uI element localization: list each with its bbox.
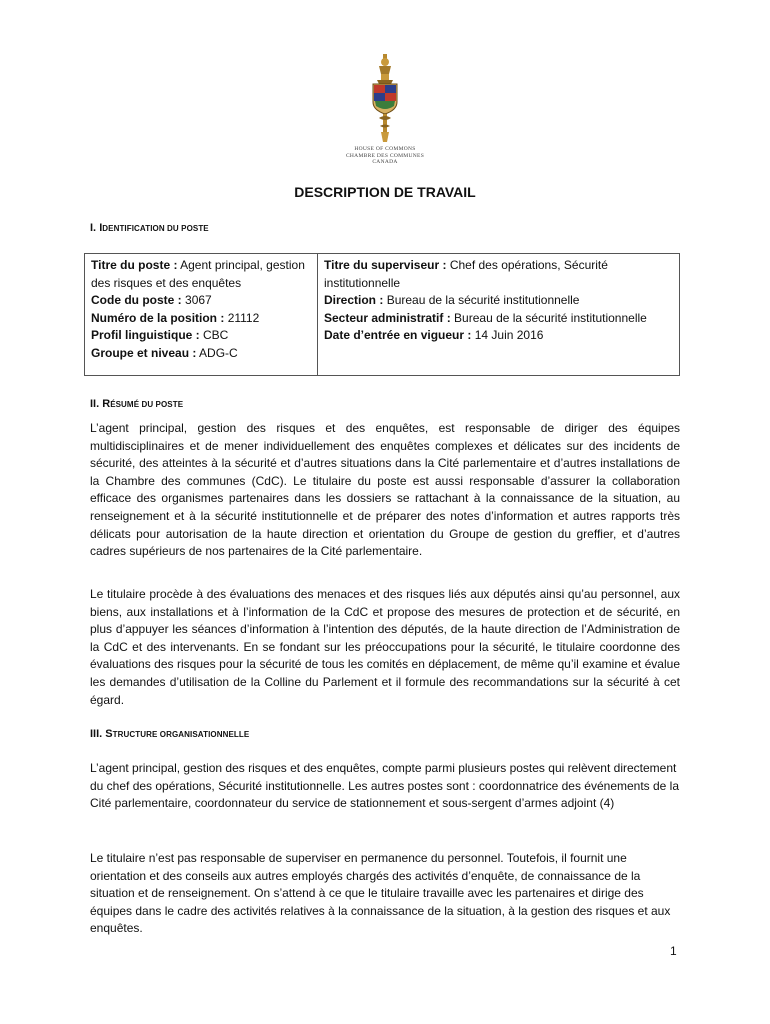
field-position-code: Code du poste : 3067 (91, 293, 212, 307)
section-label: ÉSUMÉ DU POSTE (110, 400, 184, 409)
section-number: II. (90, 398, 100, 410)
field-position-title: Titre du poste : Agent principal, gestion des risques et des enquêtes (91, 258, 305, 290)
supervisor-details-cell (318, 254, 680, 376)
section-label: TRUCTURE ORGANISATIONNELLE (112, 730, 250, 739)
section-number: I. (90, 222, 97, 234)
institution-line-country: CANADA (372, 159, 398, 165)
field-effective-date: Date d’entrée en vigueur : 14 Juin 2016 (324, 328, 544, 342)
field-administrative-sector: Secteur administratif : Bureau de la sécurité institutionnelle (324, 310, 647, 325)
structure-paragraph-1: L’agent principal, gestion des risques et des enquêtes, compte parmi plusieurs postes qui relèvent directement du chef des opérations, Sécurité institutionnelle. Les autres postes sont : coordonnatrice des événements de la Cité parlementaire, coordonnateur du service de stationnement et sous-sergent d’armes adjoint (4) (90, 761, 680, 811)
field-directorate: Direction : Bureau de la sécurité institutionnelle (324, 293, 580, 307)
summary-paragraph-2: Le titulaire procède à des évaluations des menaces et des risques liés aux députés ainsi qu’au personnel, aux biens, aux installations et à l’information de la CdC et propose des mesures de protection et de sécurité, en plus d’appuyer les séances d’information à l’intention des députés, de la haute direction de l’Administration de la CdC et des intervenants. En se fondant sur les préoccupations pour la sécurité, le titulaire coordonne des évaluations des risques pour la sécurité de tous les comités en déplacement, de même qu’il examine et évalue les demandes d’utilisation de la Colline du Parlement et il formule des recommandations sur la sécurité à cet égard. (90, 587, 680, 707)
section-heading-identification (90, 222, 209, 234)
field-position-number: Numéro de la position : 21112 (91, 310, 260, 325)
document-title: DESCRIPTION DE TRAVAIL (294, 184, 476, 200)
section-heading-structure (90, 728, 249, 740)
institution-line-fr: CHAMBRE DES COMMUNES (345, 152, 425, 159)
position-details-cell (85, 254, 318, 376)
summary-paragraph-1: L’agent principal, gestion des risques et des enquêtes, est responsable de diriger des équipes multidisciplinaires et de mener individuellement des enquêtes complexes et délicates sur des incidents de sécurité, des atteintes à la sécurité et d’autres situations dans la Cité parlementaire et d’autres installations de la Chambre des communes (CdC). Le titulaire du poste est aussi responsable d’assurer la collaboration efficace des organismes partenaires dans les dossiers se rattachant à la connaissance de la situation, au renseignement et à la sécurité institutionnelle et de préparer des notes d’information et autres rapports très délicats pour autorisation de la haute direction et orientation du Groupe de gestion du greffier, et d’autres cadres supérieurs de nos partenaires de la Cité parlementaire. (90, 421, 680, 559)
structure-paragraph-2: Le titulaire n’est pas responsable de superviser en permanence du personnel. Toutefois, il fournit une orientation et des conseils aux autres employés chargés des activités d’enquête, de connaissance de la situation et de renseignement. On s’attend à ce que le titulaire travaille avec les partenaires et dirige des équipes dans le cadre des activités relatives à la connaissance de la situation, à la gestion des risques et aux enquêtes. (90, 851, 671, 936)
section-initial: I (99, 222, 103, 234)
institution-line-en: HOUSE OF COMMONS (354, 146, 416, 152)
field-language-profile: Profil linguistique : CBC (91, 328, 229, 342)
field-group-level: Groupe et niveau : ADG-C (91, 345, 238, 360)
section-number: III. (90, 728, 103, 740)
institution-name (0, 146, 770, 166)
crest-icon (361, 52, 409, 144)
field-supervisor-title: Titre du superviseur : Chef des opérations, Sécurité institutionnelle (324, 258, 608, 290)
page-number: 1 (670, 944, 677, 958)
section-label: DENTIFICATION DU POSTE (102, 224, 209, 233)
identification-table (84, 253, 680, 376)
section-initial: S (105, 728, 113, 740)
house-of-commons-logo (0, 52, 770, 166)
section-initial: R (102, 398, 111, 410)
section-heading-summary (90, 398, 183, 410)
